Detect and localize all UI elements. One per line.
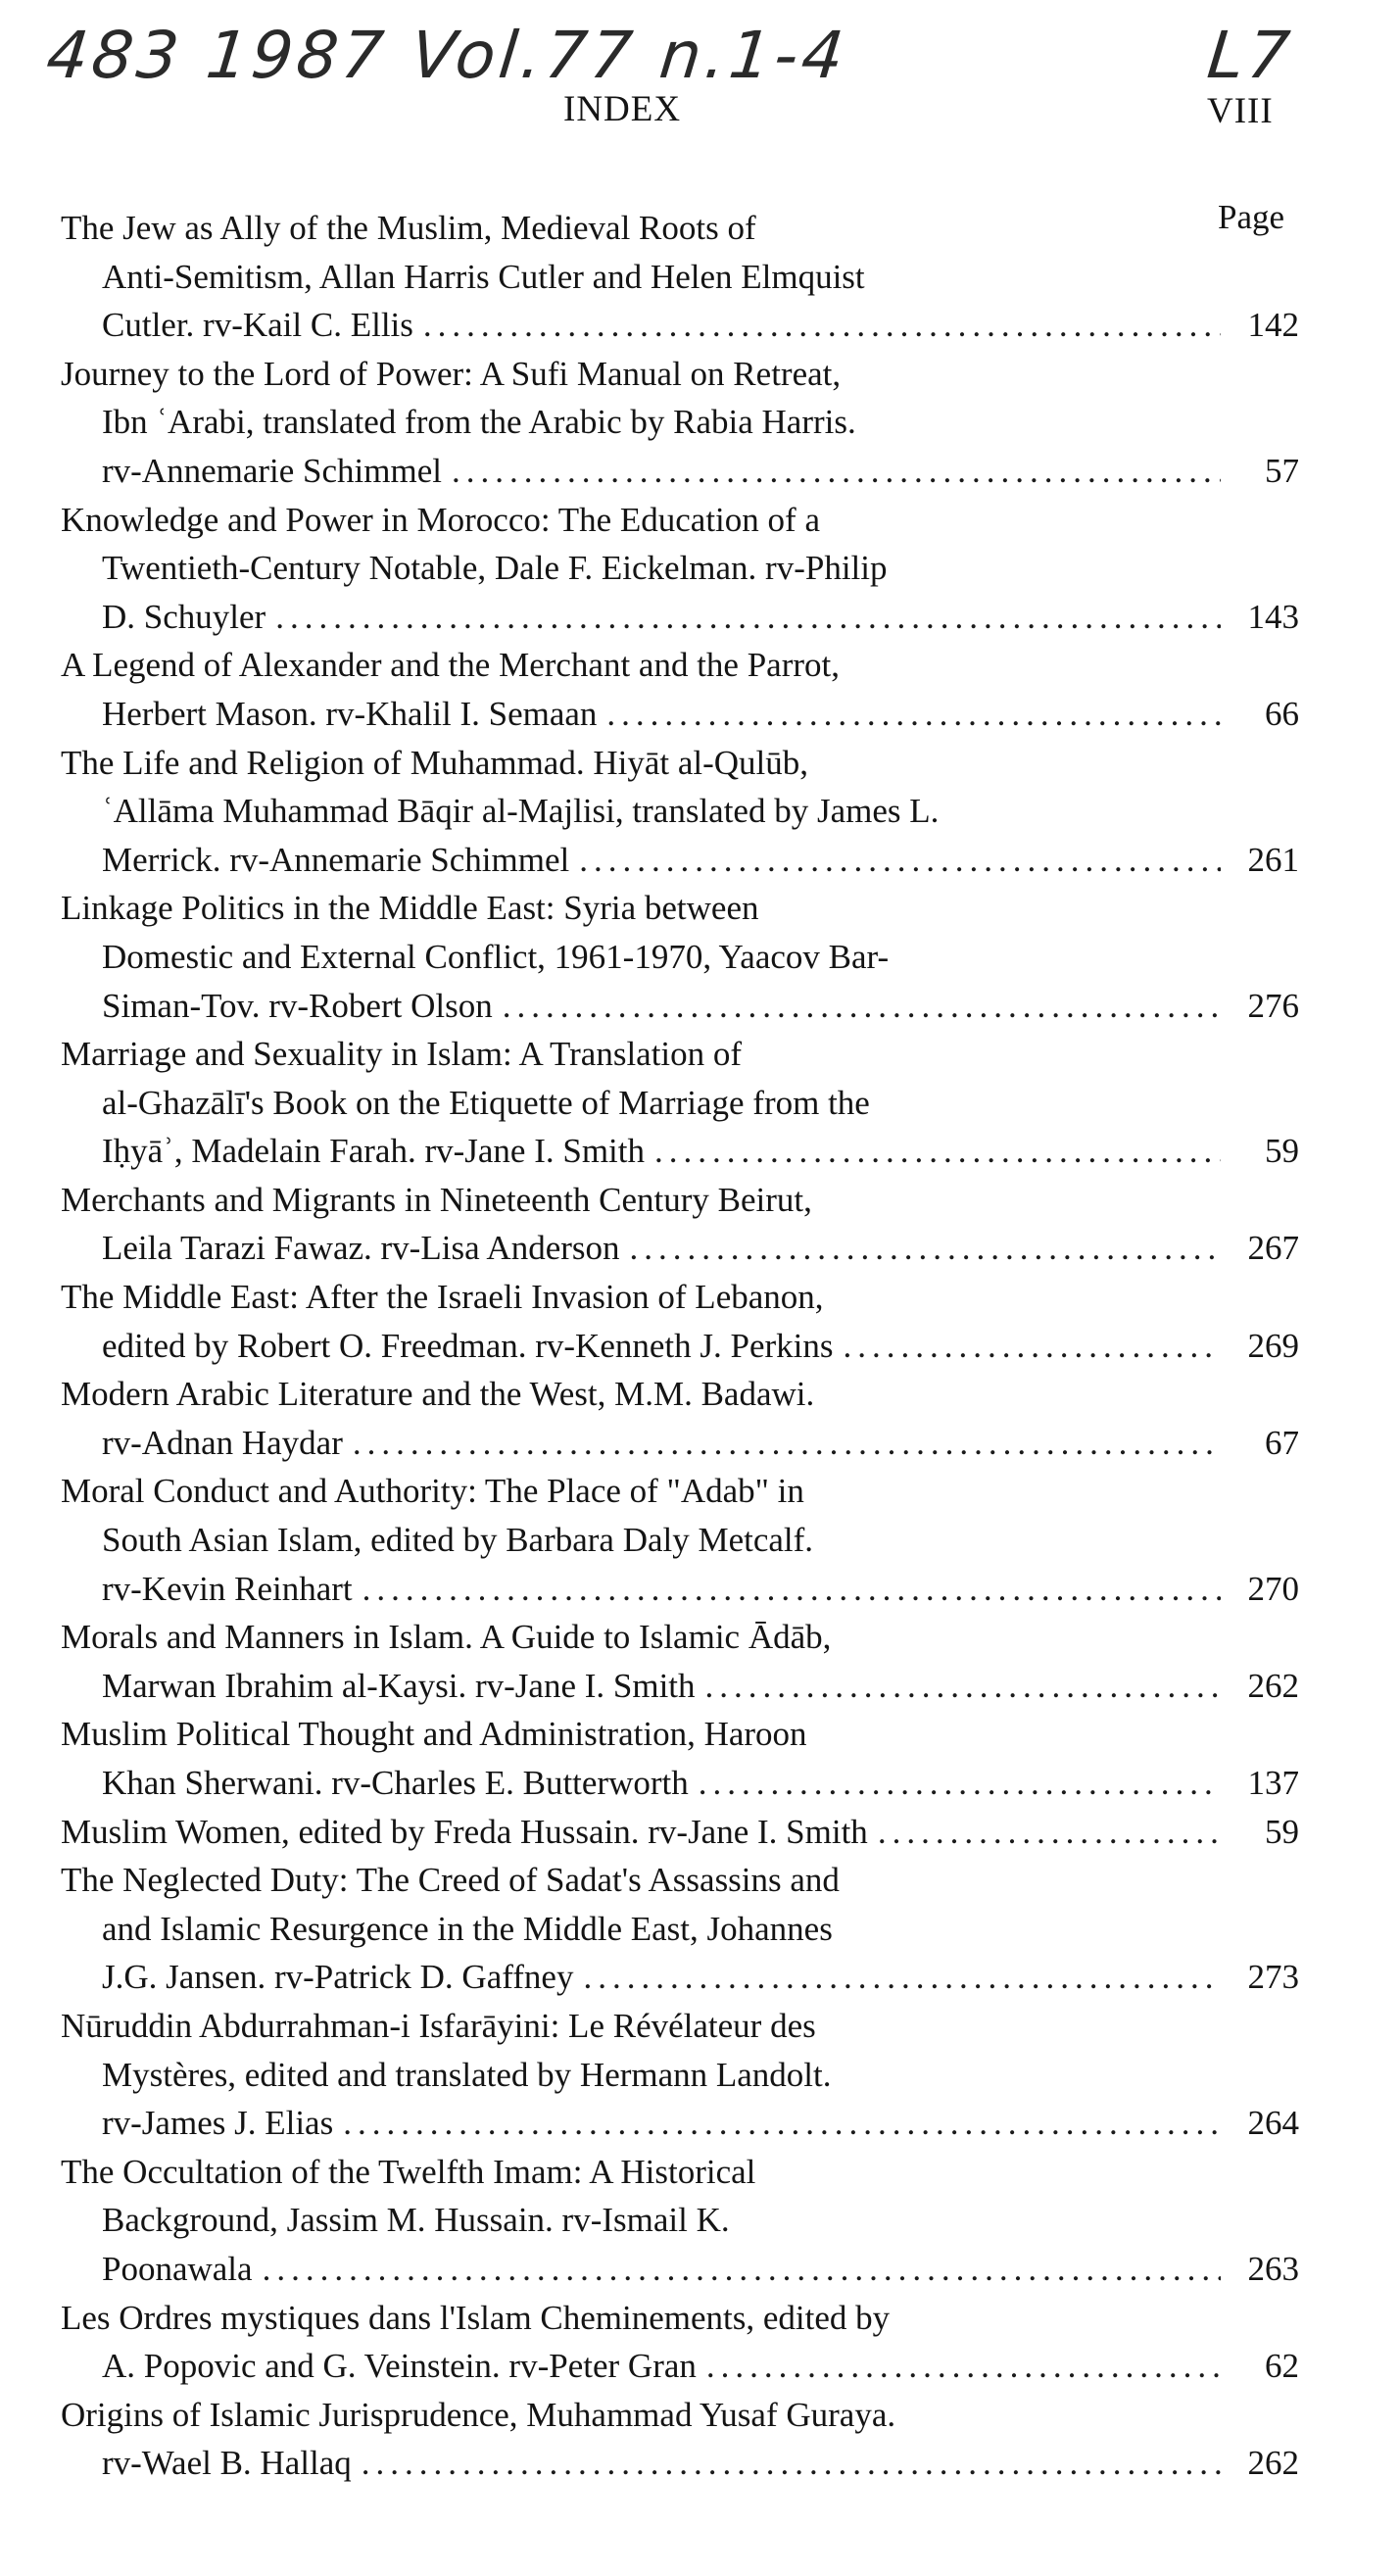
entry-reviewer-text: A. Popovic and G. Veinstein. rv-Peter Gran [102,2347,697,2386]
entry-reviewer-text: Poonawala [102,2249,253,2288]
entry-page-number: 62 [1265,2347,1299,2386]
entry-title-line: The Jew as Ally of the Muslim, Medieval Roots of [61,209,756,247]
entry-continuation-line: Background, Jassim M. Hussain. rv-Ismail K. [102,2201,730,2240]
entry-title-line: Knowledge and Power in Morocco: The Education of a [61,500,820,539]
index-entry [61,496,1299,642]
dot-leader [263,2245,1221,2294]
index-entry [61,2294,1299,2391]
entry-title-line: A Legend of Alexander and the Merchant and the Parrot, [61,646,841,685]
entry-reviewer-text: rv-Wael B. Hallaq [102,2444,352,2483]
handwritten-catalog-note: 483 1987 Vol.77 n.1-4 [42,18,851,93]
entry-title-line: Les Ordres mystiques dans l'Islam Cheminements, edited by [61,2298,891,2337]
page-title: INDEX [563,89,682,129]
entry-continuation-line: ʿAllāma Muhammad Bāqir al-Majlisi, translated by James L. [102,792,940,831]
entry-continuation-line: and Islamic Resurgence in the Middle East, Johannes [102,1909,833,1948]
dot-leader [705,1662,1221,1711]
entry-final-line [61,593,1299,642]
entry-continuation-line: al-Ghazālī's Book on the Etiquette of Marriage from the [102,1083,870,1122]
index-entry [61,1613,1299,1710]
entry-page-number: 142 [1247,306,1299,345]
entry-reviewer-text: Siman-Tov. rv-Robert Olson [102,986,493,1025]
entry-reviewer-text: Marwan Ibrahim al-Kaysi. rv-Jane I. Smith [102,1666,696,1705]
dot-leader [362,1565,1221,1614]
entry-continuation-line: South Asian Islam, edited by Barbara Daly Metcalf. [102,1521,814,1560]
index-entry [61,2148,1299,2294]
entry-page-number: 143 [1247,597,1299,636]
dot-leader [579,836,1221,885]
entry-reviewer-text: rv-Adnan Haydar [102,1423,343,1462]
entry-continuation-line: Ibn ʿArabi, translated from the Arabic by Rabia Harris. [102,403,856,442]
entry-final-line [61,447,1299,496]
entry-final-line [61,1224,1299,1273]
index-entry-list [61,204,1299,2488]
entry-title-line: The Occultation of the Twelfth Imam: A Historical [61,2152,756,2191]
entry-page-number: 273 [1247,1958,1299,1997]
entry-final-line [61,2342,1299,2391]
dot-leader [362,2439,1221,2488]
entry-final-line [61,836,1299,885]
entry-title-line: The Middle East: After the Israeli Invasion of Lebanon, [61,1278,824,1317]
entry-final-line [61,1953,1299,2002]
entry-final-line [61,1127,1299,1176]
entry-final-line [61,1565,1299,1614]
entry-title-line: Nūruddin Abdurrahman-i Isfarāyini: Le Révélateur des [61,2006,816,2045]
index-entry [61,1467,1299,1613]
entry-page-number: 276 [1247,986,1299,1025]
handwritten-annotation [42,18,1360,125]
dot-leader [844,1322,1221,1371]
entry-page-number: 263 [1247,2249,1299,2288]
dot-leader [275,593,1221,642]
dot-leader [706,2342,1221,2391]
dot-leader [699,1759,1221,1808]
entry-reviewer-text: Merrick. rv-Annemarie Schimmel [102,840,570,879]
entry-page-number: 59 [1265,1132,1299,1171]
entry-page-number: 270 [1247,1569,1299,1608]
entry-final-line [61,1759,1299,1808]
entry-page-number: 267 [1247,1229,1299,1268]
entry-reviewer-text: rv-James J. Elias [102,2104,334,2143]
dot-leader [452,447,1221,496]
entry-page-number: 262 [1247,2444,1299,2483]
entry-reviewer-text: rv-Kevin Reinhart [102,1569,353,1608]
index-entry [61,1808,1299,1857]
entry-final-line [61,982,1299,1031]
entry-reviewer-text: Khan Sherwani. rv-Charles E. Butterworth [102,1764,689,1802]
entry-reviewer-text: rv-Annemarie Schimmel [102,451,442,490]
page-column-label: Page [1218,198,1285,236]
entry-page-number: 264 [1247,2104,1299,2143]
entry-page-number: 59 [1265,1812,1299,1851]
entry-title-line: Journey to the Lord of Power: A Sufi Manual on Retreat, [61,354,842,393]
entry-reviewer-text: Iḥyāʾ, Madelain Farah. rv-Jane I. Smith [102,1132,646,1171]
entry-title-line: Merchants and Migrants in Nineteenth Century Beirut, [61,1180,812,1219]
entry-final-line [61,690,1299,739]
entry-final-line [61,1808,1299,1857]
dot-leader [606,690,1221,739]
entry-page-number: 262 [1247,1666,1299,1705]
dot-leader [583,1953,1221,2002]
index-entry [61,1856,1299,2002]
entry-final-line [61,1419,1299,1468]
handwritten-shelf-mark: L7 [1203,18,1297,93]
entry-page-number: 137 [1247,1764,1299,1802]
entry-page-number: 67 [1265,1423,1299,1462]
index-entry [61,1710,1299,1807]
dot-leader [353,1419,1221,1468]
entry-reviewer-text: Cutler. rv-Kail C. Ellis [102,306,413,345]
entry-reviewer-text: Leila Tarazi Fawaz. rv-Lisa Anderson [102,1229,620,1268]
index-entry [61,1370,1299,1467]
index-entry [61,2002,1299,2148]
dot-leader [654,1127,1221,1176]
dot-leader [878,1808,1221,1857]
dot-leader [423,301,1221,350]
entry-reviewer-text: edited by Robert O. Freedman. rv-Kenneth J. Perkins [102,1326,834,1365]
entry-title-line: Origins of Islamic Jurisprudence, Muhammad Yusaf Guraya. [61,2395,896,2434]
entry-title-line: Modern Arabic Literature and the West, M.M. Badawi. [61,1375,815,1414]
index-entry [61,739,1299,885]
entry-title-line: Morals and Manners in Islam. A Guide to Islamic Ādāb, [61,1618,832,1657]
entry-page-number: 269 [1247,1326,1299,1365]
entry-reviewer-text: J.G. Jansen. rv-Patrick D. Gaffney [102,1958,574,1997]
entry-page-number: 261 [1247,840,1299,879]
index-entry [61,1273,1299,1370]
entry-reviewer-text: Herbert Mason. rv-Khalil I. Semaan [102,694,598,733]
entry-final-line [61,1662,1299,1711]
entry-final-line [61,2099,1299,2148]
dot-leader [343,2099,1221,2148]
index-entry [61,350,1299,496]
index-entry [61,1030,1299,1176]
entry-continuation-line: Anti-Semitism, Allan Harris Cutler and Helen Elmquist [102,257,865,296]
entry-continuation-line: Mystères, edited and translated by Hermann Landolt. [102,2055,832,2094]
entry-reviewer-text: Muslim Women, edited by Freda Hussain. rv-Jane I. Smith [61,1812,868,1851]
entry-continuation-line: Domestic and External Conflict, 1961-1970, Yaacov Bar- [102,937,890,976]
entry-final-line [61,1322,1299,1371]
entry-title-line: Marriage and Sexuality in Islam: A Translation of [61,1035,743,1074]
index-entry [61,204,1299,350]
index-entry [61,641,1299,738]
dot-leader [630,1224,1221,1273]
entry-title-line: Muslim Political Thought and Administration, Haroon [61,1715,807,1754]
entry-final-line [61,2439,1299,2488]
index-entry [61,884,1299,1030]
entry-title-line: The Neglected Duty: The Creed of Sadat's Assassins and [61,1861,840,1900]
entry-title-line: Moral Conduct and Authority: The Place of "Adab" in [61,1472,804,1511]
entry-reviewer-text: D. Schuyler [102,597,266,636]
index-entry [61,1176,1299,1273]
entry-title-line: Linkage Politics in the Middle East: Syria between [61,889,759,928]
page-number: VIII [1207,91,1274,131]
entry-final-line [61,301,1299,350]
entry-continuation-line: Twentieth-Century Notable, Dale F. Eickelman. rv-Philip [102,549,888,588]
index-entry [61,2391,1299,2488]
entry-page-number: 66 [1265,694,1299,733]
dot-leader [503,982,1221,1031]
entry-final-line [61,2245,1299,2294]
entry-title-line: The Life and Religion of Muhammad. Hiyāt al-Qulūb, [61,743,809,782]
entry-page-number: 57 [1265,451,1299,490]
